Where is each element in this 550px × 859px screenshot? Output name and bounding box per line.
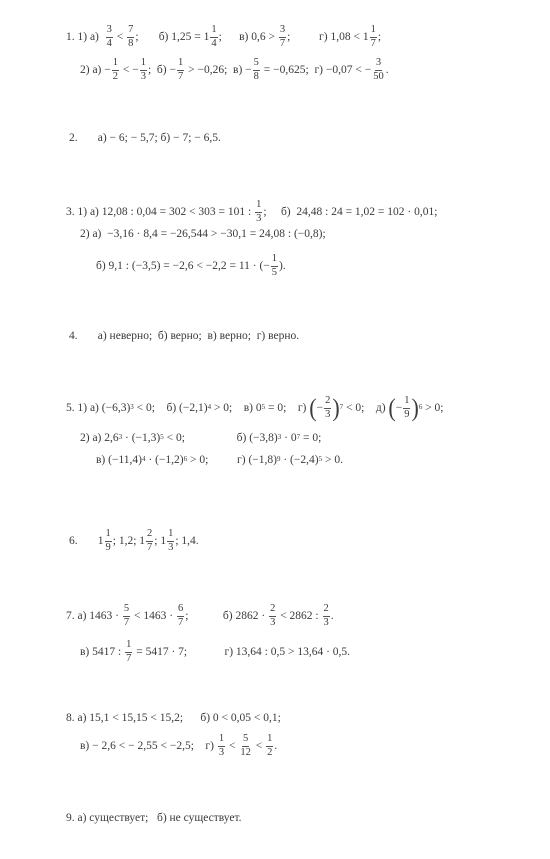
answer-line-p5-line3 xyxy=(96,454,343,466)
fraction-numerator: 1 xyxy=(210,25,217,38)
text-run: 1. 1) а) xyxy=(66,31,105,43)
exponent: 5 xyxy=(318,455,323,463)
fraction xyxy=(167,529,174,553)
fraction-denominator: 7 xyxy=(123,616,130,628)
exponent: 6 xyxy=(183,455,188,463)
text-run: < 1463 · xyxy=(131,610,176,622)
answer-line-p1-line1 xyxy=(66,25,381,49)
fraction xyxy=(266,734,273,758)
exponent: 4 xyxy=(207,403,212,411)
fraction xyxy=(279,25,286,49)
fraction-denominator: 9 xyxy=(105,541,111,553)
text-run: < xyxy=(252,740,266,752)
fraction-numerator: 2 xyxy=(323,604,330,617)
text-run: 2. а) − 6; − 5,7; б) − 7; − 6,5. xyxy=(69,132,221,144)
exponent: 3 xyxy=(118,433,123,441)
fraction-denominator: 3 xyxy=(168,541,174,553)
fraction-numerator: 1 xyxy=(105,529,112,542)
text-run: ; 1,2; 1 xyxy=(112,535,146,547)
fraction-numerator: 2 xyxy=(146,529,153,542)
fraction xyxy=(177,604,184,628)
text-run: в) (−11,4) xyxy=(96,454,142,466)
text-run: < 2862 : xyxy=(277,610,322,622)
text-run: 2) а) 2,6 xyxy=(80,432,119,444)
fraction xyxy=(177,58,184,82)
exponent: 7 xyxy=(296,433,301,441)
text-run: 3. 1) а) 12,08 : 0,04 = 302 < 303 = 101 : xyxy=(66,206,255,218)
fraction-numerator: 1 xyxy=(255,200,262,213)
answer-line-p4 xyxy=(69,330,299,342)
fraction-denominator: 7 xyxy=(177,70,184,82)
answer-line-p5-line2 xyxy=(80,432,321,444)
text-run: 7. а) 1463 · xyxy=(66,610,122,622)
text-run: 5. 1) а) (−6,3) xyxy=(66,402,131,414)
exponent: 3 xyxy=(277,433,282,441)
answer-line-p8-line2 xyxy=(80,734,277,758)
fraction-denominator: 3 xyxy=(270,616,276,628)
text-run: > 0. xyxy=(322,454,343,466)
answer-line-p9 xyxy=(66,812,242,824)
text-run: · (−1,3) xyxy=(122,432,161,444)
fraction xyxy=(105,529,112,553)
fraction xyxy=(372,58,385,82)
fraction-numerator: 3 xyxy=(279,25,286,38)
fraction-denominator: 8 xyxy=(128,37,134,49)
fraction xyxy=(370,25,377,49)
text-run: > 0; в) 0 xyxy=(211,402,262,414)
text-run: · (−1,2) xyxy=(145,454,184,466)
answer-line-p2 xyxy=(69,132,221,144)
text-run: = 0; г) xyxy=(265,402,310,414)
text-run: б) 9,1 : (−3,5) = −2,6 < −2,2 = 11 · (− xyxy=(96,260,270,272)
fraction-denominator: 8 xyxy=(253,70,259,82)
text-run: − xyxy=(395,402,403,414)
text-run: ; в) 0,6 > xyxy=(218,31,278,43)
fraction xyxy=(140,58,147,82)
fraction-denominator: 4 xyxy=(211,37,217,49)
fraction-denominator: 50 xyxy=(373,70,384,82)
fraction xyxy=(127,25,134,49)
fraction-numerator: 1 xyxy=(218,734,225,747)
text-run: ; б) − xyxy=(147,64,176,76)
fraction-denominator: 7 xyxy=(279,37,286,49)
text-run: · 0 xyxy=(281,432,297,444)
text-run: < xyxy=(226,740,239,752)
text-run: в) − 2,6 < − 2,55 < −2,5; г) xyxy=(80,740,217,752)
text-run: ; б) 24,48 : 24 = 1,02 = 102 · 0,01; xyxy=(263,206,438,218)
fraction-numerator: 6 xyxy=(177,604,184,617)
large-parenthesis: ) xyxy=(332,393,340,422)
text-run: < 0; д) xyxy=(343,402,389,414)
fraction-denominator: 5 xyxy=(271,266,278,278)
answer-line-p7-line1 xyxy=(66,604,334,628)
fraction xyxy=(218,734,225,758)
text-run: ; б) 1,25 = 1 xyxy=(135,31,210,43)
text-run: . xyxy=(385,64,389,76)
fraction-numerator: 7 xyxy=(127,25,134,38)
text-run: 4. а) неверно; б) верно; в) верно; г) верно. xyxy=(69,330,300,342)
text-run: 2) а) − xyxy=(80,64,111,76)
answer-line-p6 xyxy=(69,529,199,553)
fraction xyxy=(125,640,132,664)
fraction xyxy=(210,25,217,49)
text-run: < 0; б) (−2,1) xyxy=(133,402,208,414)
fraction-denominator: 12 xyxy=(240,746,251,758)
fraction-numerator: 3 xyxy=(375,58,382,71)
fraction-numerator: 2 xyxy=(269,604,276,617)
fraction-denominator: 7 xyxy=(147,541,153,553)
text-run: < 0; б) (−3,8) xyxy=(163,432,278,444)
fraction-numerator: 1 xyxy=(125,640,132,653)
exponent: 3 xyxy=(130,403,134,411)
large-parenthesis: ( xyxy=(388,393,396,422)
text-run: < xyxy=(113,31,127,43)
fraction-denominator: 3 xyxy=(218,746,225,758)
fraction xyxy=(323,604,330,628)
fraction-numerator: 3 xyxy=(106,25,113,38)
fraction-numerator: 1 xyxy=(403,396,410,409)
fraction xyxy=(106,25,113,49)
fraction-numerator: 5 xyxy=(242,734,249,747)
fraction-numerator: 1 xyxy=(266,734,273,747)
answer-line-p5-line1 xyxy=(66,393,444,422)
text-run: 8. а) 15,1 < 15,15 < 15,2; б) 0 < 0,05 < 0,1; xyxy=(66,712,281,724)
fraction-denominator: 2 xyxy=(112,70,118,82)
text-run: = 0; xyxy=(300,432,322,444)
fraction-denominator: 3 xyxy=(325,408,331,420)
fraction-denominator: 9 xyxy=(404,408,410,420)
text-run: · (−2,4) xyxy=(280,454,319,466)
fraction-numerator: 1 xyxy=(370,25,377,38)
large-parenthesis: ) xyxy=(411,393,419,422)
exponent: 5 xyxy=(261,403,266,411)
fraction-numerator: 2 xyxy=(324,396,331,409)
answer-line-p7-line2 xyxy=(80,640,350,664)
fraction xyxy=(253,58,260,82)
text-run: < − xyxy=(120,64,139,76)
text-run: = −0,625; г) −0,07 < − xyxy=(260,64,372,76)
text-run: 2) а) −3,16 · 8,4 = −26,544 > −30,1 = 24,08 : (−0,8); xyxy=(80,228,326,240)
fraction-numerator: 1 xyxy=(177,58,184,71)
fraction xyxy=(271,254,278,278)
fraction-denominator: 4 xyxy=(106,37,112,49)
text-run: в) 5417 : xyxy=(80,646,125,658)
exponent: 4 xyxy=(141,455,146,463)
fraction xyxy=(123,604,130,628)
answer-line-p3-line2 xyxy=(80,228,326,240)
exponent: 9 xyxy=(276,455,281,463)
large-parenthesis: ( xyxy=(309,393,317,422)
fraction-denominator: 3 xyxy=(256,212,262,224)
fraction-denominator: 7 xyxy=(126,652,132,664)
text-run: ; б) 2862 · xyxy=(185,610,269,622)
fraction-numerator: 1 xyxy=(167,529,174,542)
text-run: = 5417 · 7; г) 13,64 : 0,5 > 13,64 · 0,5. xyxy=(133,646,351,658)
fraction xyxy=(255,200,262,224)
text-run: 9. а) существует; б) не существует. xyxy=(66,812,242,824)
fraction xyxy=(146,529,153,553)
text-run: > 0; xyxy=(422,402,444,414)
text-run: ; xyxy=(377,31,382,43)
text-run: 6. 1 xyxy=(69,535,104,547)
exponent: 7 xyxy=(339,403,344,411)
fraction-numerator: 1 xyxy=(140,58,147,71)
fraction xyxy=(239,734,252,758)
answer-line-p8-line1 xyxy=(66,712,281,724)
fraction-numerator: 5 xyxy=(123,604,130,617)
fraction-numerator: 5 xyxy=(253,58,260,71)
text-run: > −0,26; в) − xyxy=(185,64,252,76)
text-run: ; 1 xyxy=(154,535,167,547)
exponent: 6 xyxy=(418,403,423,411)
fraction-denominator: 7 xyxy=(177,616,184,628)
fraction xyxy=(324,396,331,420)
fraction xyxy=(269,604,276,628)
text-run: > 0; г) (−1,8) xyxy=(187,454,277,466)
answer-line-p3-line3 xyxy=(96,254,286,278)
fraction xyxy=(403,396,410,420)
text-run: ). xyxy=(279,260,286,272)
text-run: ; г) 1,08 < 1 xyxy=(287,31,369,43)
answer-line-p3-line1 xyxy=(66,200,437,224)
fraction xyxy=(112,58,119,82)
fraction-numerator: 1 xyxy=(271,254,278,267)
text-run: . xyxy=(330,610,334,622)
fraction-denominator: 7 xyxy=(370,37,376,49)
fraction-numerator: 1 xyxy=(112,58,119,71)
text-run: . xyxy=(274,740,278,752)
fraction-denominator: 2 xyxy=(267,746,273,758)
exponent: 5 xyxy=(160,433,164,441)
text-run: ; 1,4. xyxy=(175,535,199,547)
fraction-denominator: 3 xyxy=(140,70,146,82)
fraction-denominator: 3 xyxy=(323,616,329,628)
answer-line-p1-line2 xyxy=(80,58,389,82)
text-run: − xyxy=(316,402,324,414)
